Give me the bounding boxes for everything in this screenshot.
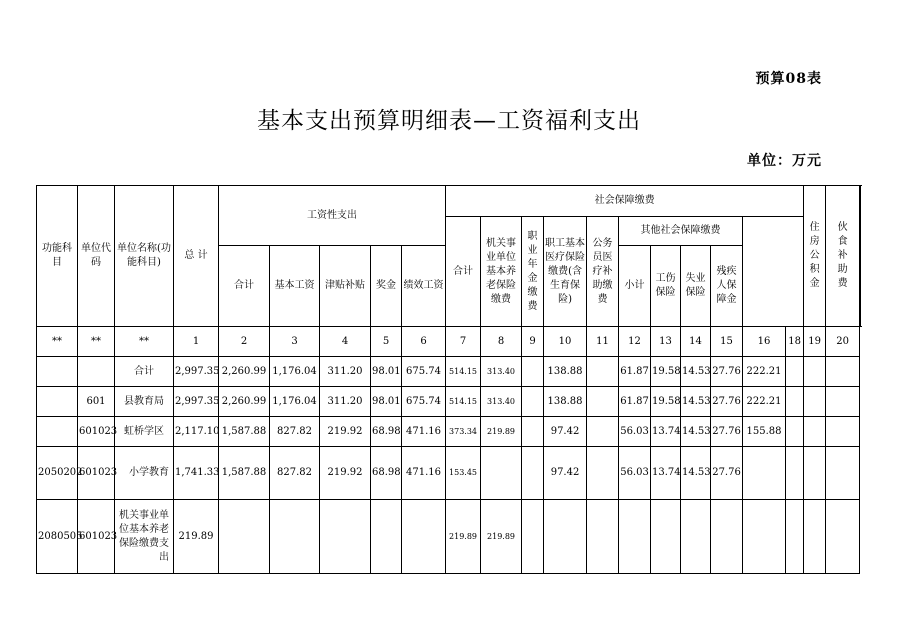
value-cell bbox=[826, 500, 860, 574]
value-cell: 313.40 bbox=[481, 387, 522, 417]
value-cell bbox=[786, 447, 804, 500]
table-row bbox=[37, 500, 861, 574]
col-header-medical: 职工基本医疗保险缴费(含生育保险) bbox=[544, 217, 587, 327]
unit-code-cell: 601023 bbox=[78, 500, 115, 574]
column-index-cell: 8 bbox=[481, 327, 522, 357]
value-cell: 61.87 bbox=[619, 357, 651, 387]
value-cell bbox=[402, 500, 446, 574]
value-cell: 14.53 bbox=[681, 357, 711, 387]
value-cell bbox=[522, 357, 544, 387]
func-subject-cell bbox=[37, 357, 78, 387]
value-cell bbox=[786, 417, 804, 447]
unit-name-cell: 合计 bbox=[115, 357, 174, 387]
value-cell: 219.89 bbox=[481, 500, 522, 574]
col-header-total: 总 计 bbox=[174, 186, 219, 327]
unit-name-cell: 机关事业单位基本养老保险缴费支出 bbox=[115, 500, 174, 574]
value-cell bbox=[786, 357, 804, 387]
value-cell: 14.53 bbox=[681, 417, 711, 447]
value-cell: 675.74 bbox=[402, 387, 446, 417]
unit-code-cell: 601 bbox=[78, 387, 115, 417]
func-subject-cell bbox=[37, 417, 78, 447]
value-cell: 14.53 bbox=[681, 447, 711, 500]
col-header-performance: 绩效工资 bbox=[402, 246, 446, 327]
value-cell bbox=[804, 500, 826, 574]
col-header-unit-name: 单位名称(功能科目) bbox=[115, 186, 174, 327]
value-cell: 1,587.88 bbox=[219, 417, 270, 447]
column-index-cell: 18 bbox=[786, 327, 804, 357]
value-cell: 138.88 bbox=[544, 357, 587, 387]
value-cell bbox=[219, 500, 270, 574]
value-cell bbox=[804, 387, 826, 417]
unit-code-cell bbox=[78, 357, 115, 387]
value-cell: 97.42 bbox=[544, 447, 587, 500]
value-cell: 219.89 bbox=[481, 417, 522, 447]
unit-name-cell: 虹桥学区 bbox=[115, 417, 174, 447]
value-cell bbox=[651, 500, 681, 574]
value-cell: 153.45 bbox=[446, 447, 481, 500]
value-cell bbox=[804, 357, 826, 387]
func-subject-cell bbox=[37, 387, 78, 417]
col-header-allowance: 津贴补贴 bbox=[320, 246, 371, 327]
column-index-cell: ** bbox=[115, 327, 174, 357]
value-cell: 219.92 bbox=[320, 417, 371, 447]
value-cell: 68.98 bbox=[371, 447, 402, 500]
unit-name-cell: 小学教育 bbox=[115, 447, 174, 500]
group-header-other-social: 其他社会保障缴费 bbox=[619, 217, 743, 246]
table-row bbox=[37, 387, 861, 417]
column-index-cell: 11 bbox=[587, 327, 619, 357]
value-cell: 514.15 bbox=[446, 387, 481, 417]
value-cell bbox=[587, 417, 619, 447]
value-cell: 222.21 bbox=[743, 357, 786, 387]
value-cell: 14.53 bbox=[681, 387, 711, 417]
value-cell: 471.16 bbox=[402, 447, 446, 500]
value-cell: 222.21 bbox=[743, 387, 786, 417]
value-cell: 313.40 bbox=[481, 357, 522, 387]
value-cell: 219.92 bbox=[320, 447, 371, 500]
value-cell: 2,260.99 bbox=[219, 387, 270, 417]
col-header-civil-medical: 公务员医疗补助缴费 bbox=[587, 217, 619, 327]
value-cell: 675.74 bbox=[402, 357, 446, 387]
value-cell bbox=[320, 500, 371, 574]
func-subject-cell: 2080505 bbox=[37, 500, 78, 574]
value-cell: 373.34 bbox=[446, 417, 481, 447]
value-cell bbox=[786, 500, 804, 574]
value-cell: 19.58 bbox=[651, 387, 681, 417]
value-cell: 27.76 bbox=[711, 387, 743, 417]
column-index-cell: 16 bbox=[743, 327, 786, 357]
unit-code-cell: 601023 bbox=[78, 417, 115, 447]
value-cell: 98.01 bbox=[371, 357, 402, 387]
col-header-meal-label: 伙食补助费 bbox=[837, 222, 848, 289]
value-cell bbox=[786, 387, 804, 417]
value-cell: 98.01 bbox=[371, 387, 402, 417]
value-cell: 27.76 bbox=[711, 357, 743, 387]
group-header-social: 社会保障缴费 bbox=[446, 186, 804, 217]
value-cell: 61.87 bbox=[619, 387, 651, 417]
value-cell: 13.74 bbox=[651, 417, 681, 447]
value-cell: 471.16 bbox=[402, 417, 446, 447]
column-index-cell: 19 bbox=[804, 327, 826, 357]
value-cell bbox=[826, 387, 860, 417]
value-cell: 97.42 bbox=[544, 417, 587, 447]
col-header-basic-wage: 基本工资 bbox=[270, 246, 320, 327]
table-row bbox=[37, 447, 861, 500]
func-subject-cell: 2050202 bbox=[37, 447, 78, 500]
column-index-cell: 12 bbox=[619, 327, 651, 357]
header-row-1 bbox=[37, 186, 861, 217]
col-header-annuity: 职业年金缴费 bbox=[522, 217, 544, 327]
col-header-pension: 机关事业单位基本养老保险缴费 bbox=[481, 217, 522, 327]
column-index-row bbox=[37, 327, 861, 357]
column-index-cell: 15 bbox=[711, 327, 743, 357]
column-index-cell: 2 bbox=[219, 327, 270, 357]
col-header-func-subject: 功能科目 bbox=[37, 186, 78, 327]
value-cell bbox=[270, 500, 320, 574]
value-cell bbox=[826, 357, 860, 387]
value-cell: 68.98 bbox=[371, 417, 402, 447]
value-cell bbox=[619, 500, 651, 574]
value-cell bbox=[743, 447, 786, 500]
value-cell bbox=[481, 447, 522, 500]
page-title: 基本支出预算明细表—工资福利支出 bbox=[257, 108, 641, 134]
value-cell: 311.20 bbox=[320, 357, 371, 387]
value-cell: 827.82 bbox=[270, 417, 320, 447]
group-header-wage: 工资性支出 bbox=[219, 186, 446, 246]
value-cell bbox=[826, 417, 860, 447]
value-cell: 19.58 bbox=[651, 357, 681, 387]
column-index-cell: 5 bbox=[371, 327, 402, 357]
value-cell: 1,176.04 bbox=[270, 387, 320, 417]
value-cell: 2,997.35 bbox=[174, 387, 219, 417]
value-cell bbox=[804, 447, 826, 500]
value-cell: 827.82 bbox=[270, 447, 320, 500]
column-index-cell: 13 bbox=[651, 327, 681, 357]
value-cell: 1,176.04 bbox=[270, 357, 320, 387]
value-cell: 219.89 bbox=[174, 500, 219, 574]
value-cell: 13.74 bbox=[651, 447, 681, 500]
value-cell: 514.15 bbox=[446, 357, 481, 387]
column-index-cell: 9 bbox=[522, 327, 544, 357]
value-cell: 56.03 bbox=[619, 417, 651, 447]
column-index-cell: ** bbox=[78, 327, 115, 357]
value-cell: 2,997.35 bbox=[174, 357, 219, 387]
value-cell: 138.88 bbox=[544, 387, 587, 417]
col-header-wage-subtotal: 合计 bbox=[219, 246, 270, 327]
value-cell bbox=[587, 447, 619, 500]
value-cell: 27.76 bbox=[711, 417, 743, 447]
value-cell bbox=[681, 500, 711, 574]
table-row bbox=[37, 417, 861, 447]
value-cell: 2,117.10 bbox=[174, 417, 219, 447]
budget-table bbox=[36, 185, 861, 574]
value-cell bbox=[522, 447, 544, 500]
column-index-cell: 6 bbox=[402, 327, 446, 357]
unit-name-cell: 县教育局 bbox=[115, 387, 174, 417]
column-index-cell: 10 bbox=[544, 327, 587, 357]
value-cell: 56.03 bbox=[619, 447, 651, 500]
value-cell bbox=[522, 387, 544, 417]
col-header-meal bbox=[826, 186, 860, 327]
value-cell: 219.89 bbox=[446, 500, 481, 574]
column-index-cell: ** bbox=[37, 327, 78, 357]
col-header-unit-code: 单位代码 bbox=[78, 186, 115, 327]
value-cell: 1,587.88 bbox=[219, 447, 270, 500]
column-index-cell: 1 bbox=[174, 327, 219, 357]
value-cell bbox=[826, 447, 860, 500]
col-header-disability: 残疾人保障金 bbox=[711, 246, 743, 327]
col-header-social-subtotal: 合计 bbox=[446, 217, 481, 327]
table-row bbox=[37, 357, 861, 387]
column-index-cell: 14 bbox=[681, 327, 711, 357]
col-header-bonus: 奖金 bbox=[371, 246, 402, 327]
col-header-other-subtotal: 小计 bbox=[619, 246, 651, 327]
col-header-housing: 住房公积金 bbox=[804, 186, 826, 327]
value-cell bbox=[522, 500, 544, 574]
value-cell bbox=[544, 500, 587, 574]
value-cell bbox=[587, 387, 619, 417]
value-cell: 2,260.99 bbox=[219, 357, 270, 387]
column-index-cell: 7 bbox=[446, 327, 481, 357]
value-cell: 27.76 bbox=[711, 447, 743, 500]
value-cell: 1,741.33 bbox=[174, 447, 219, 500]
value-cell: 311.20 bbox=[320, 387, 371, 417]
value-cell bbox=[711, 500, 743, 574]
value-cell bbox=[371, 500, 402, 574]
value-cell bbox=[587, 500, 619, 574]
column-index-cell: 20 bbox=[826, 327, 860, 357]
value-cell bbox=[743, 500, 786, 574]
unit-label: 单位：万元 bbox=[747, 153, 822, 169]
value-cell: 155.88 bbox=[743, 417, 786, 447]
col-header-injury: 工伤保险 bbox=[651, 246, 681, 327]
column-index-cell: 3 bbox=[270, 327, 320, 357]
value-cell bbox=[587, 357, 619, 387]
unit-code-cell: 601023 bbox=[78, 447, 115, 500]
col-header-unemployment: 失业保险 bbox=[681, 246, 711, 327]
form-number: 预算08表 bbox=[755, 71, 822, 87]
column-index-cell: 4 bbox=[320, 327, 371, 357]
value-cell bbox=[522, 417, 544, 447]
value-cell bbox=[804, 417, 826, 447]
